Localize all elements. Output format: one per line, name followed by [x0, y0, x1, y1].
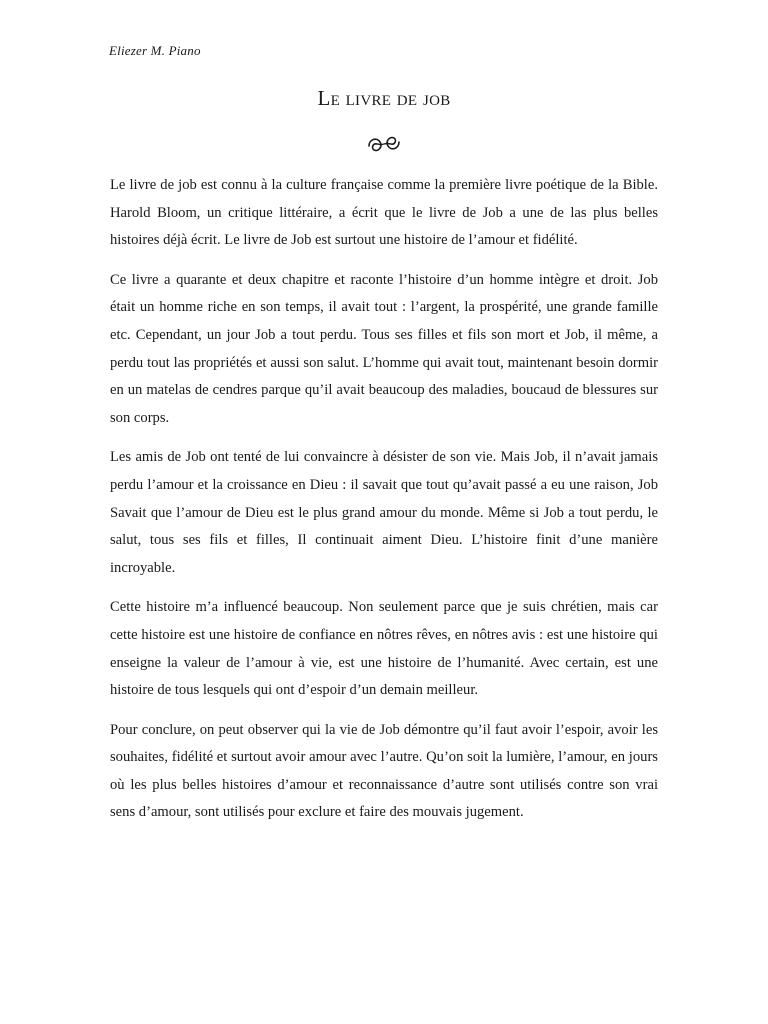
paragraph-3: Les amis de Job ont tenté de lui convaincre à désister de son vie. Mais Job, il n’avait jamais perdu l’amour et la croissance en Dieu : il savait que tout qu’avait passé a eu une raison, Job Savait que l’amour de Dieu est le plus grand amour du monde. Même si Job a tout perdu, le salut, tous ses fils et filles, Il continuait aiment Dieu. L’histoire finit d’une manière incroyable.	[110, 449, 658, 576]
paragraph-1: Le livre de job est connu à la culture française comme la première livre poétique de la Bible. Harold Bloom, un critique littéraire, a écrit que le livre de Job a une de las plus belles histoires déjà écrit. Le livre de Job est surtout une histoire de l’amour et fidélité.	[110, 177, 658, 249]
document-title: Le livre de job	[317, 86, 451, 110]
author-header: Eliezer M. Piano	[109, 43, 201, 58]
body-text	[110, 172, 658, 839]
paragraph-2: Ce livre a quarante et deux chapitre et raconte l’histoire d’un homme intègre et droit. Job était un homme riche en son temps, il avait tout : l’argent, la prospérité, une grande famille etc. Cependant, un jour Job a tout perdu. Tous ses filles et fils son mort et Job, il même, a perdu tout las propriétés et aussi son salut. L’homme qui avait tout, maintenant besoin dormir en un matelas de cendres parque qu’il avait beaucoup des maladies, boucaud de blessures sur son corps.	[110, 271, 658, 426]
paragraph-5: Pour conclure, on peut observer qui la vie de Job démontre qu’il faut avoir l’espoir, avoir les souhaites, fidélité et surtout avoir amour avec l’autre. Qu’on soit la lumière, l’amour, en jours où les plus belles histoires d’amour et reconnaissance d’autre sont utilisés contre son vrai sens d’amour, sont utilisés pour exclure et faire des mouvais jugement.	[110, 721, 658, 821]
fleuron-ornament-icon	[0, 134, 768, 159]
paragraph-4: Cette histoire m’a influencé beaucoup. Non seulement parce que je suis chrétien, mais car cette histoire est une histoire de confiance en nôtres rêves, en nôtres avis : est une histoire qui enseigne la valeur de l’amour à vie, est une histoire de l’humanité. Avec certain, est une histoire de tous lesquels qui ont d’espoir d’un demain meilleur.	[110, 599, 658, 699]
